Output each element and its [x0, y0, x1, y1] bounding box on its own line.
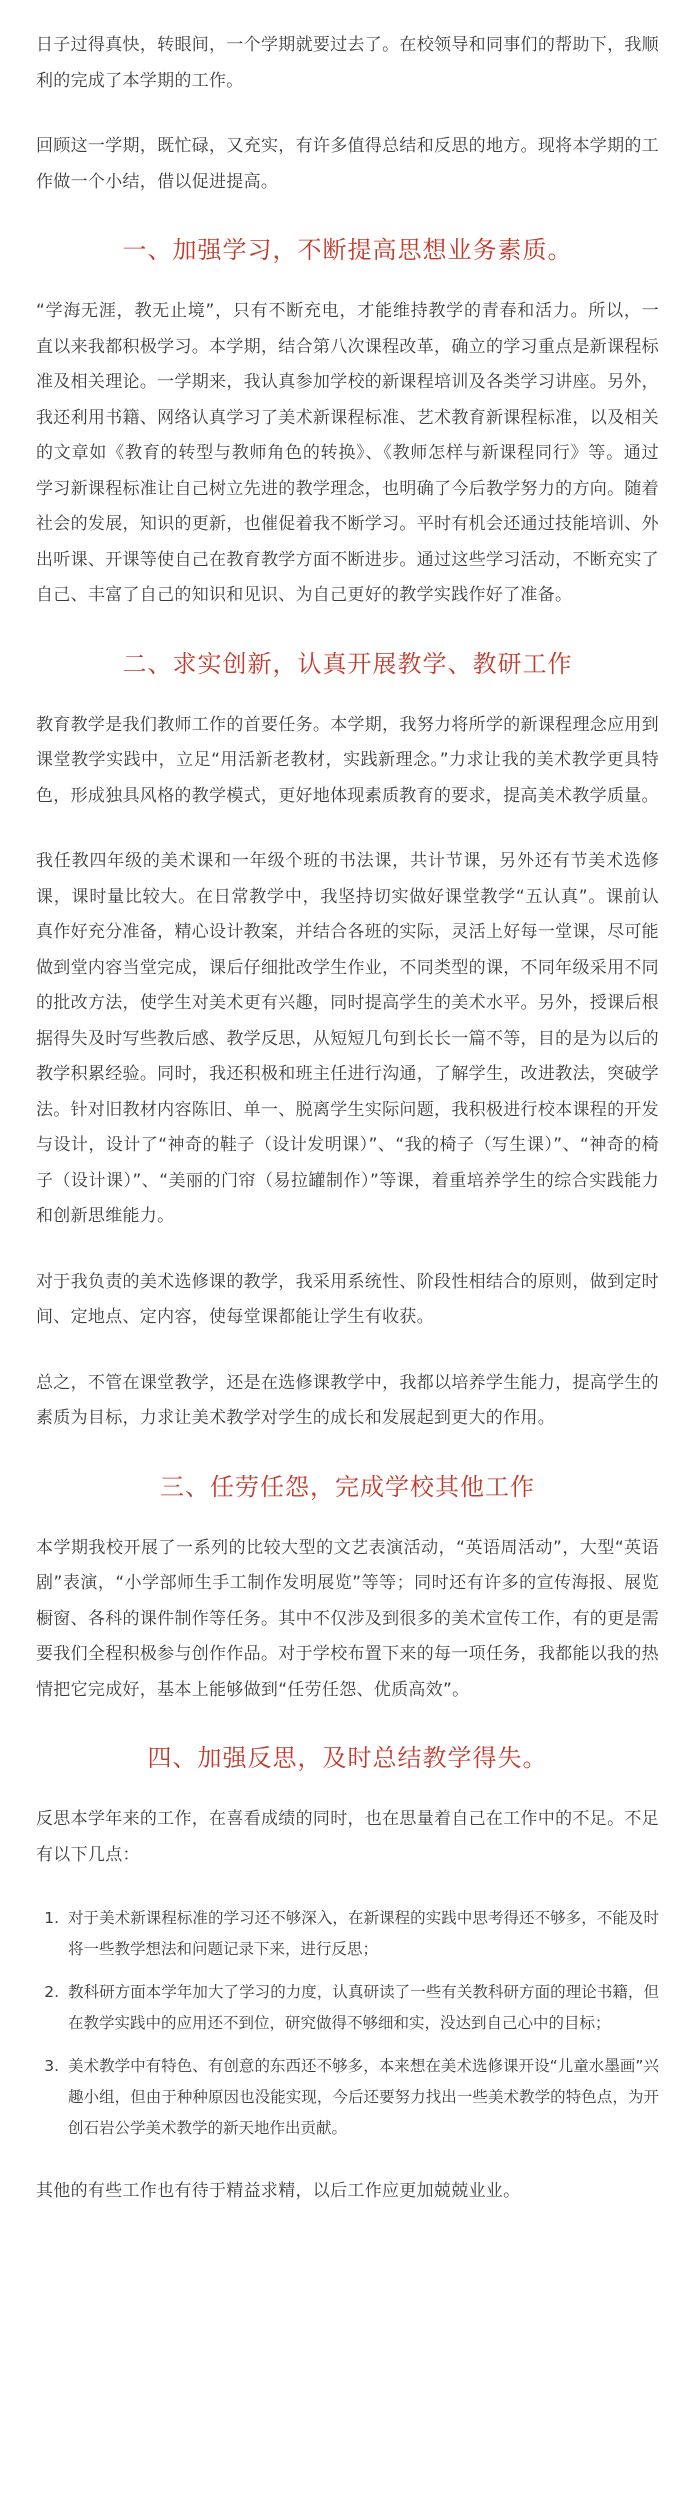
section-3-heading: 三、任劳任怨，完成学校其他工作 [160, 1472, 535, 1501]
section-2-paragraph-2: 我任教四年级的美术课和一年级个班的书法课，共计节课，另外还有节美术选修课，课时量比较大。在日常教学中，我坚持切实做好课堂教学“五认真”。课前认真作好充分准备，精心设计教案，并结合各班的实际，灵活上好每一堂课，尽可能做到堂内容当堂完成，课后仔细批改学生作业，不同类型的课，不同年级采用不同的批改方法，使学生对美术更有兴趣，同时提高学生的美术水平。另外，授课后根据得失及时写些教后感、教学反思，从短短几句到长长一篇不等，目的是为以后的教学积累经验。同时，我还积极和班主任进行沟通，了解学生，改进教法，突破学法。针对旧教材内容陈旧、单一、脱离学生实际问题，我积极进行校本课程的开发与设计，设计了“神奇的鞋子（设计发明课）”、“我的椅子（写生课）”、“神奇的椅子（设计课）”、“美丽的门帘（易拉罐制作）”等课，着重培养学生的综合实践能力和创新思维能力。 [36, 851, 659, 1226]
shortcomings-list [36, 1903, 659, 2144]
section-2-paragraph-3: 对于我负责的美术选修课的教学，我采用系统性、阶段性相结合的原则，做到定时间、定地点、定内容，使每堂课都能让学生有收获。 [36, 1271, 659, 1327]
section-1-heading: 一、加强学习，不断提高思想业务素质。 [122, 236, 573, 264]
section-4-paragraph-1: 反思本学年来的工作，在喜看成绩的同时，也在思量着自己在工作中的不足。不足有以下几点： [36, 1809, 659, 1865]
section-2-heading: 二、求实创新，认真开展教学、教研工作 [122, 649, 573, 678]
intro-paragraph-1: 日子过得真快，转眼间，一个学期就要过去了。在校领导和同事们的帮助下，我顺利的完成了本学期的工作。 [36, 35, 659, 91]
closing-paragraph: 其他的有些工作也有待于精益求精，以后工作应更加兢兢业业。 [36, 2181, 521, 2201]
intro-paragraph-2: 回顾这一学期，既忙碌，又充实，有许多值得总结和反思的地方。现将本学期的工作做一个小结，借以促进提高。 [36, 136, 659, 192]
list-item: 1. 对于美术新课程标准的学习还不够深入，在新课程的实践中思考得还不够多，不能及时将一些教学想法和问题记录下来，进行反思； [64, 1903, 659, 1965]
section-2-paragraph-1: 教育教学是我们教师工作的首要任务。本学期，我努力将所学的新课程理念应用到课堂教学实践中，立足“用活新老教材，实践新理念。”力求让我的美术教学更具特色，形成独具风格的教学模式，更好地体现素质教育的要求，提高美术教学质量。 [36, 714, 659, 806]
section-4-heading: 四、加强反思，及时总结教学得失。 [147, 1744, 548, 1772]
section-1-paragraph-1: “学海无涯，教无止境”，只有不断充电，才能维持教学的青春和活力。所以，一直以来我都积极学习。本学期，结合第八次课程改革，确立的学习重点是新课程标准及相关理论。一学期来，我认真参加学校的新课程培训及各类学习讲座。另外，我还利用书籍、网络认真学习了美术新课程标准、艺术教育新课程标准，以及相关的文章如《教育的转型与教师角色的转换》、《教师怎样与新课程同行》等。通过学习新课程标准让自己树立先进的教学理念，也明确了今后教学努力的方向。随着社会的发展，知识的更新，也催促着我不断学习。平时有机会还通过技能培训、外出听课、开课等使自己在教育教学方面不断进步。通过这些学习活动，不断充实了自己、丰富了自己的知识和见识、为自己更好的教学实践作好了准备。 [36, 301, 659, 605]
section-2-paragraph-4: 总之，不管在课堂教学，还是在选修课教学中，我都以培养学生能力，提高学生的素质为目标，力求让美术教学对学生的成长和发展起到更大的作用。 [36, 1372, 659, 1428]
list-item: 3. 美术教学中有特色、有创意的东西还不够多，本来想在美术选修课开设“儿童水墨画”兴趣小组，但由于种种原因也没能实现，今后还要努力找出一些美术教学的特色点，为开创石岩公学美术教学的新天地作出贡献。 [64, 2051, 659, 2144]
list-item: 2. 教科研方面本学年加大了学习的力度，认真研读了一些有关教科研方面的理论书籍，但在教学实践中的应用还不到位，研究做得不够细和实，没达到自己心中的目标； [64, 1977, 659, 2039]
section-3-paragraph-1: 本学期我校开展了一系列的比较大型的文艺表演活动，“英语周活动”，大型“英语剧”表演，“小学部师生手工制作发明展览”等等；同时还有许多的宣传海报、展览橱窗、各科的课件制作等任务。其中不仅涉及到很多的美术宣传工作，有的更是需要我们全程积极参与创作作品。对于学校布置下来的每一项任务，我都能以我的热情把它完成好，基本上能够做到“任劳任怨、优质高效”。 [36, 1537, 659, 1700]
